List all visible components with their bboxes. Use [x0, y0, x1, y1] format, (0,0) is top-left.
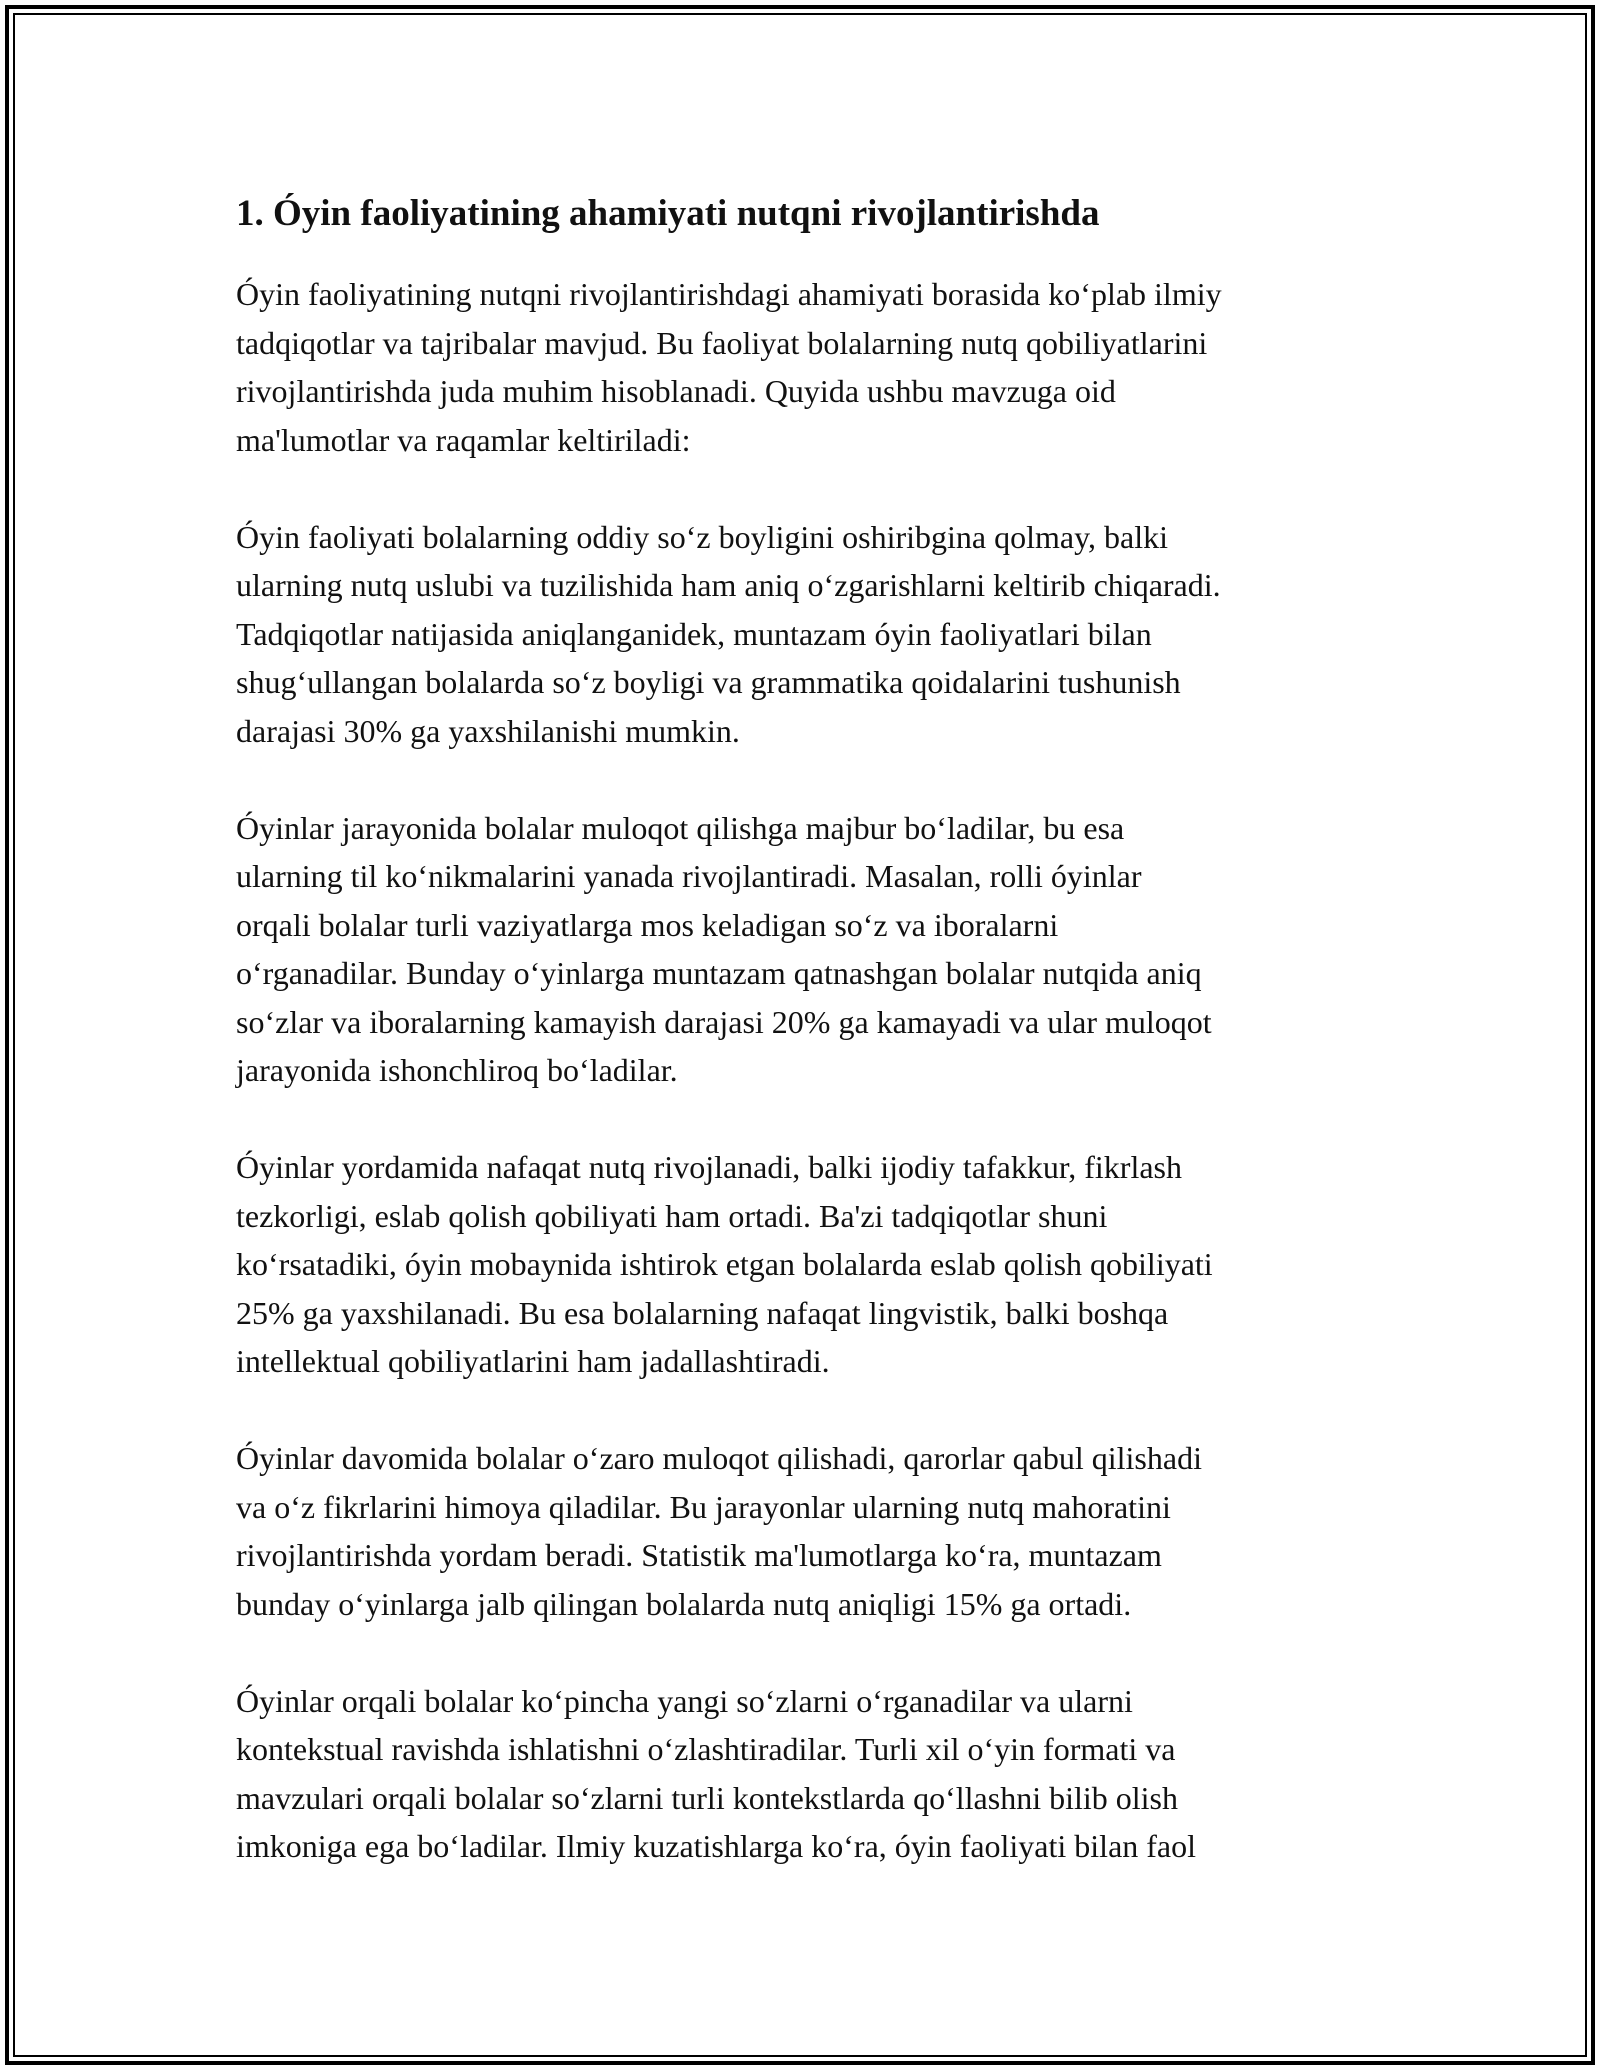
paragraph-3: Óyinlar jarayonida bolalar muloqot qilishga majbur boʻladilar, bu esa ularning til koʻnikmalarini yanada rivojlantiradi. Masalan, rolli óyinlar orqali bolalar turli vaziyatlarga mos keladigan soʻz va iboralarni oʻrganadilar. Bunday oʻyinlarga muntazam qatnashgan bolalar nutqida aniq soʻzlar va iboralarning kamayish darajasi 20% ga kamayadi va ular muloqot jarayonida ishonchliroq boʻladilar.: [236, 809, 1212, 1088]
document-body: [236, 182, 1376, 1919]
section-heading: 1. Óyin faoliyatining ahamiyati nutqni rivojlantirishda: [236, 193, 1100, 234]
paragraph-6: Óyinlar orqali bolalar koʻpincha yangi soʻzlarni oʻrganadilar va ularni kontekstual ravishda ishlatishni oʻzlashtiradilar. Turli xil oʻyin formati va mavzulari orqali bolalar soʻzlarni turli kontekstlarda qoʻllashni bilib olish imkoniga ega boʻladilar. Ilmiy kuzatishlarga koʻra, óyin faoliyati bilan faol: [236, 1682, 1197, 1864]
paragraph-1: Óyin faoliyatining nutqni rivojlantirishdagi ahamiyati borasida koʻplab ilmiy tadqiqotlar va tajribalar mavjud. Bu faoliyat bolalarning nutq qobiliyatlarini rivojlantirishda juda muhim hisoblanadi. Quyida ushbu mavzuga oid ma'lumotlar va raqamlar keltiriladi:: [236, 276, 1222, 458]
paragraph-2: Óyin faoliyati bolalarning oddiy soʻz boyligini oshiribgina qolmay, balki ularning nutq uslubi va tuzilishida ham aniq oʻzgarishlarni keltirib chiqaradi. Tadqiqotlar natijasida aniqlanganidek, muntazam óyin faoliyatlari bilan shugʻullangan bolalarda soʻz boyligi va grammatika qoidalarini tushunish darajasi 30% ga yaxshilanishi mumkin.: [236, 518, 1221, 749]
paragraph-5: Óyinlar davomida bolalar oʻzaro muloqot qilishadi, qarorlar qabul qilishadi va oʻz fikrlarini himoya qiladilar. Bu jarayonlar ularning nutq mahoratini rivojlantirishda yordam beradi. Statistik ma'lumotlarga koʻra, muntazam bunday oʻyinlarga jalb qilingan bolalarda nutq aniqligi 15% ga ortadi.: [236, 1440, 1202, 1622]
paragraph-4: Óyinlar yordamida nafaqat nutq rivojlanadi, balki ijodiy tafakkur, fikrlash tezkorligi, eslab qolish qobiliyati ham ortadi. Ba'zi tadqiqotlar shuni koʻrsatadiki, óyin mobaynida ishtirok etgan bolalarda eslab qolish qobiliyati 25% ga yaxshilanadi. Bu esa bolalarning nafaqat lingvistik, balki boshqa intellektual qobiliyatlarini ham jadallashtiradi.: [236, 1149, 1213, 1379]
